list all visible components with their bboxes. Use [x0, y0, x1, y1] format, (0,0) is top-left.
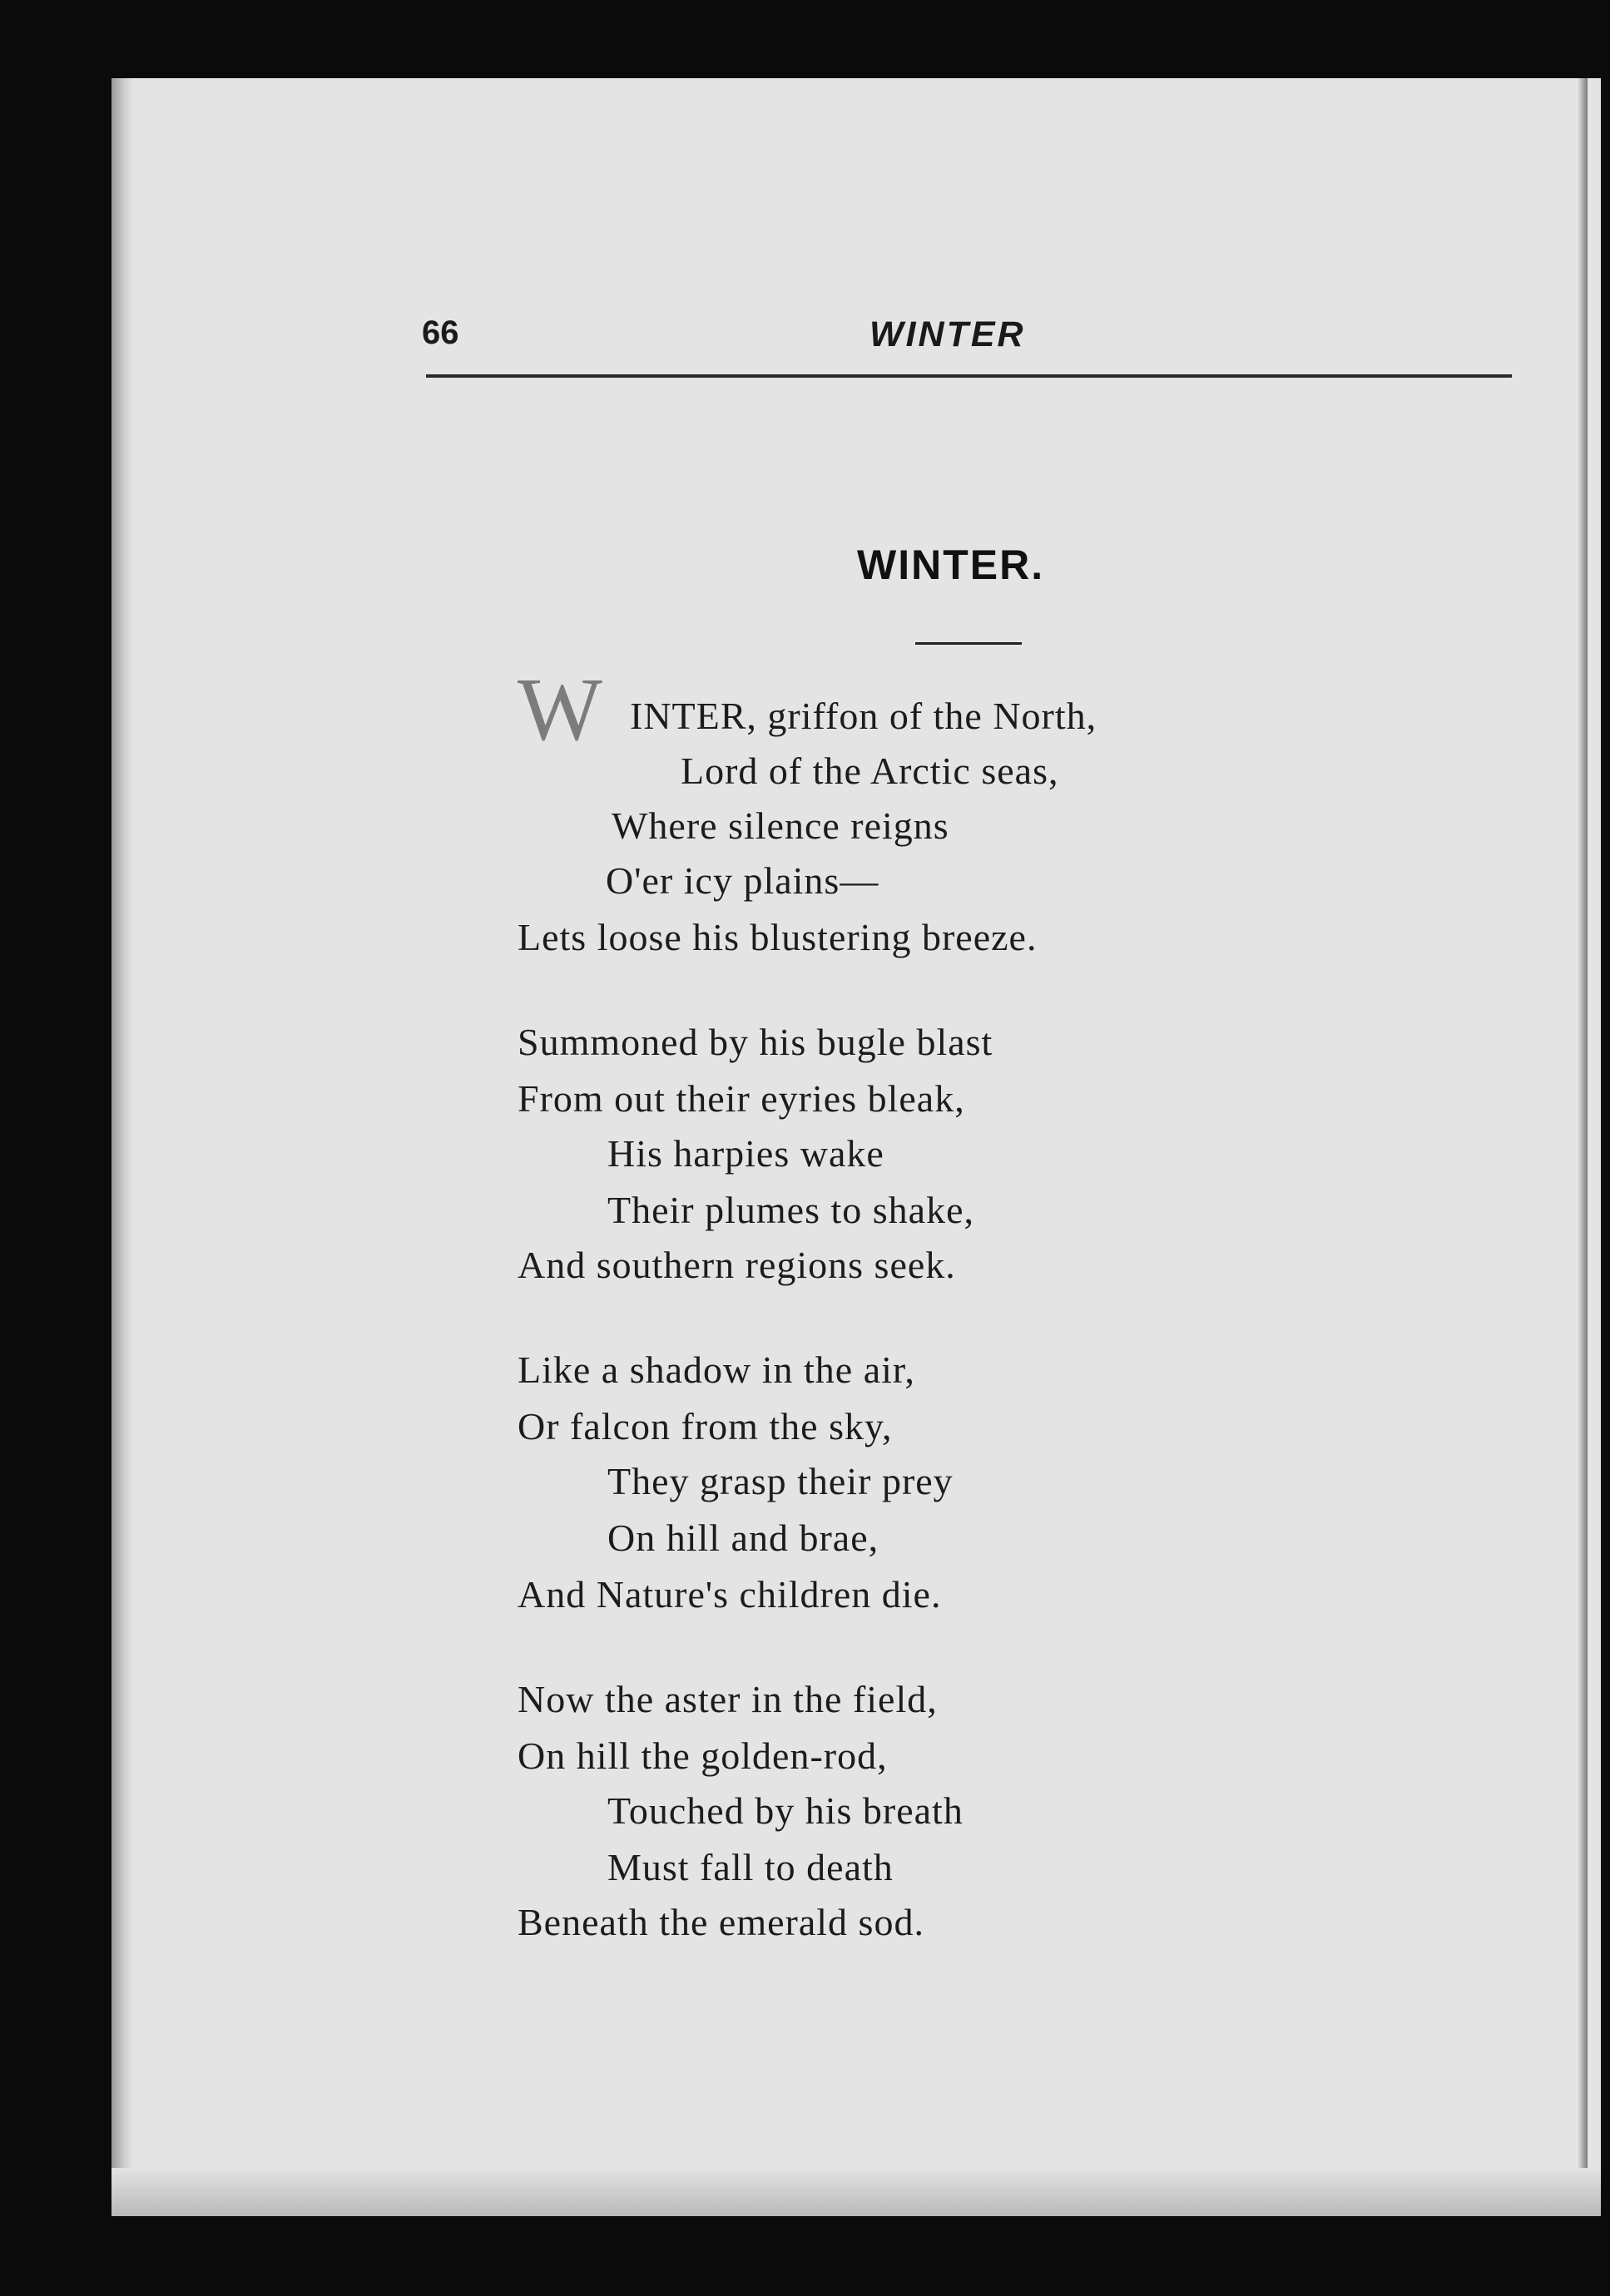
- poem-title: WINTER.: [857, 542, 1045, 588]
- poem-line: And southern regions seek.: [518, 1244, 956, 1286]
- poem-line: On hill the golden-rod,: [518, 1734, 888, 1777]
- poem-line: Like a shadow in the air,: [518, 1348, 915, 1391]
- poem-line: And Nature's children die.: [518, 1573, 942, 1616]
- poem-line: INTER, griffon of the North,: [630, 695, 1097, 737]
- poem-line: Touched by his breath: [607, 1789, 964, 1832]
- poem-line: Summoned by his bugle blast: [518, 1021, 993, 1063]
- poem-line: O'er icy plains—: [606, 859, 879, 902]
- poem-line: Now the aster in the field,: [518, 1678, 938, 1720]
- page-number: 66: [422, 314, 459, 351]
- poem-line: Lets loose his blustering breeze.: [518, 916, 1038, 958]
- poem-line: Lord of the Arctic seas,: [681, 750, 1059, 792]
- drop-cap: W: [518, 661, 602, 760]
- poem-line: From out their eyries bleak,: [518, 1077, 965, 1120]
- poem-line: Where silence reigns: [612, 804, 949, 847]
- poem-line: Their plumes to shake,: [607, 1189, 975, 1231]
- poem-line: Must fall to death: [607, 1846, 894, 1888]
- poem-line: On hill and brae,: [607, 1517, 879, 1559]
- poem-line: They grasp their prey: [607, 1460, 954, 1502]
- running-head: WINTER: [869, 314, 1026, 354]
- poem-line: His harpies wake: [607, 1132, 884, 1175]
- poem-line: Or falcon from the sky,: [518, 1405, 893, 1447]
- poem-line: Beneath the emerald sod.: [518, 1901, 924, 1943]
